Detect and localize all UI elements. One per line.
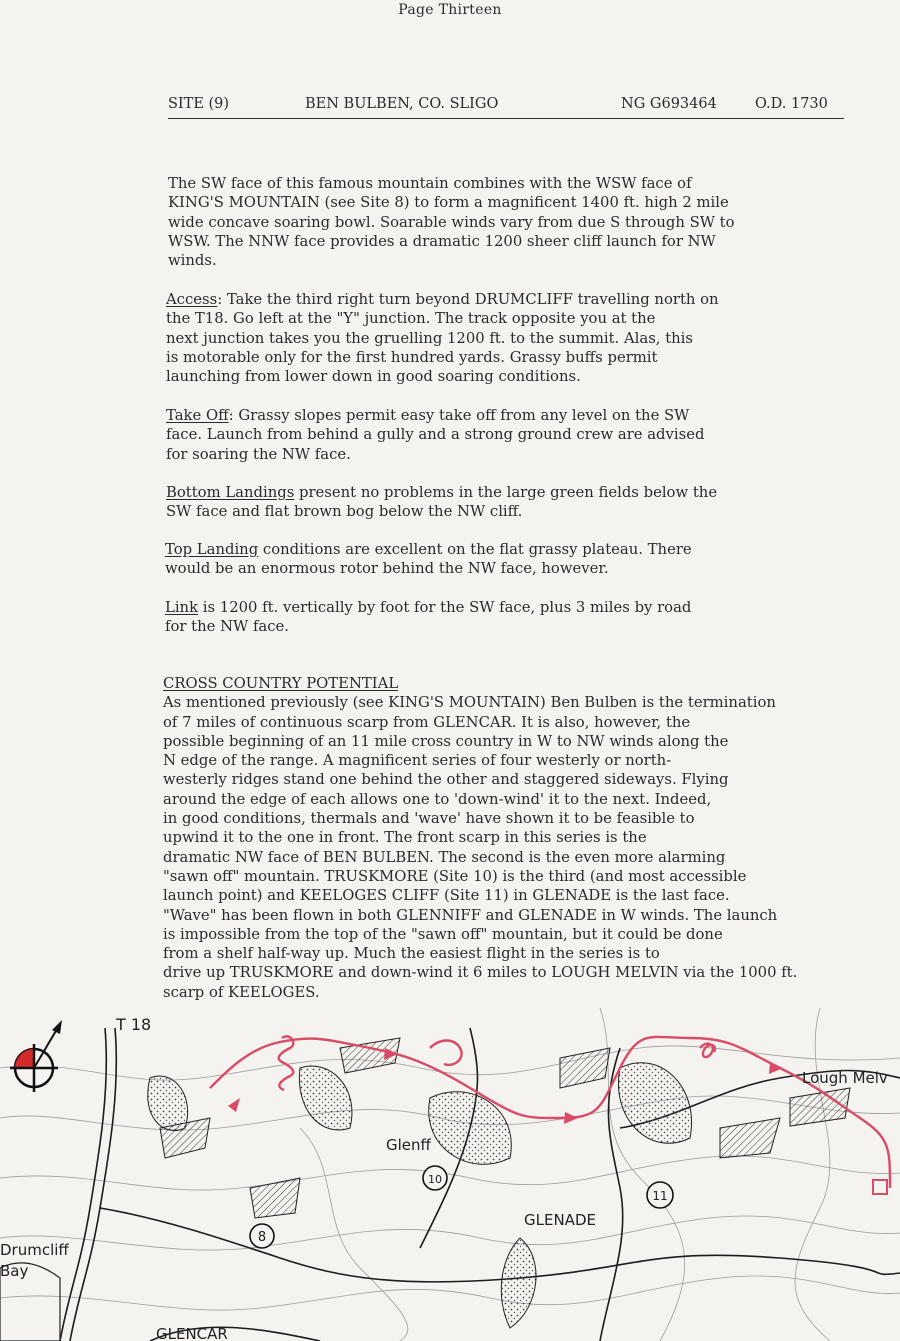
grid-reference: NG G693464 — [621, 96, 717, 112]
intro-line: wide concave soaring bowl. Soarable winds vary from due S through SW to — [168, 213, 735, 231]
cross-country-line: "Wave" has been flown in both GLENNIFF and GLENADE in W winds. The launch — [163, 906, 778, 924]
site-header — [168, 96, 844, 119]
site-name: BEN BULBEN, CO. SLIGO — [305, 96, 499, 112]
site-8-marker — [250, 1224, 274, 1248]
access-line: the T18. Go left at the "Y" junction. The track opposite you at the — [166, 310, 656, 328]
svg-text:10: 10 — [428, 1173, 442, 1186]
bottom-landings-heading: Bottom Landings — [166, 484, 295, 501]
cross-country-line: As mentioned previously (see KING'S MOUNTAIN) Ben Bulben is the termination — [163, 694, 776, 712]
cross-country-section — [163, 674, 797, 1002]
cross-country-line: is impossible from the top of the "sawn off" mountain, but it could be done — [163, 925, 723, 943]
label-lough-melvin: Lough Melv — [802, 1069, 888, 1087]
road-label-t18: T 18 — [116, 1015, 152, 1034]
svg-text:11: 11 — [652, 1189, 668, 1203]
cross-country-line: westerly ridges stand one behind the other and staggered sideways. Flying — [163, 771, 729, 789]
top-landing-line: would be an enormous rotor behind the NW face, however. — [165, 560, 609, 578]
label-bay: Bay — [0, 1262, 29, 1280]
take-off-paragraph — [166, 406, 704, 464]
intro-line: winds. — [168, 252, 217, 270]
access-line: is motorable only for the first hundred yards. Grassy buffs permit — [166, 348, 658, 366]
take-off-heading: Take Off — [166, 407, 229, 424]
intro-line: The SW face of this famous mountain combines with the WSW face of — [168, 175, 692, 192]
site-11-marker — [647, 1182, 673, 1208]
cliff-markings — [0, 1038, 850, 1341]
cross-country-line: drive up TRUSKMORE and down-wind it 6 miles to LOUGH MELVIN via the 1000 ft. — [163, 964, 798, 982]
compass-icon — [10, 1020, 62, 1092]
intro-line: KING'S MOUNTAIN (see Site 8) to form a magnificent 1400 ft. high 2 mile — [168, 194, 729, 212]
bleed-through-text — [120, 150, 129, 168]
cross-country-line: upwind it to the one in front. The front scarp in this series is the — [163, 829, 647, 847]
top-landing-paragraph — [165, 540, 692, 579]
cross-country-line: of 7 miles of continuous scarp from GLENCAR. It is also, however, the — [163, 713, 691, 731]
cross-country-line: "sawn off" mountain. TRUSKMORE (Site 10) is the third (and most accessible — [163, 867, 747, 885]
label-drumcliff: Drumcliff — [0, 1241, 69, 1259]
access-paragraph — [166, 290, 719, 386]
site-10-marker — [423, 1166, 447, 1190]
access-line: : Take the third right turn beyond DRUMCLIFF travelling north on — [217, 291, 719, 308]
bottom-landings-paragraph — [166, 483, 717, 522]
contour-lines — [0, 1008, 900, 1341]
take-off-line: : Grassy slopes permit easy take off from any level on the SW — [228, 407, 690, 424]
link-line: is 1200 ft. vertically by foot for the SW face, plus 3 miles by road — [198, 599, 692, 616]
svg-text:8: 8 — [257, 1230, 267, 1245]
link-heading: Link — [165, 599, 199, 616]
cross-country-line: launch point) and KEELOGES CLIFF (Site 11) in GLENADE is the last face. — [163, 887, 730, 905]
intro-line: WSW. The NNW face provides a dramatic 1200 sheer cliff launch for NW — [168, 232, 716, 250]
cross-country-line: scarp of KEELOGES. — [163, 983, 320, 1001]
cross-country-line: possible beginning of an 11 mile cross country in W to NW winds along the — [163, 732, 729, 750]
label-glenniff: Glenff — [386, 1136, 431, 1154]
bottom-landings-line: SW face and flat brown bog below the NW cliff. — [166, 503, 523, 521]
route-sketch-map — [0, 1008, 900, 1341]
cross-country-heading: CROSS COUNTRY POTENTIAL — [163, 675, 399, 692]
intro-paragraph — [168, 174, 735, 270]
cross-country-line: in good conditions, thermals and 'wave' have shown it to be feasible to — [163, 810, 695, 828]
access-line: next junction takes you the gruelling 1200 ft. to the summit. Alas, this — [166, 329, 693, 347]
label-glenade: GLENADE — [524, 1211, 596, 1229]
cross-country-line: from a shelf half-way up. Much the easiest flight in the series is to — [163, 945, 660, 963]
top-landing-line: conditions are excellent on the flat grassy plateau. There — [258, 541, 692, 558]
ordnance-datum: O.D. 1730 — [755, 96, 828, 112]
link-line: for the NW face. — [165, 618, 290, 636]
page-number: Page Thirteen — [398, 2, 502, 18]
take-off-line: face. Launch from behind a gully and a strong ground crew are advised — [166, 426, 705, 444]
site-number: SITE (9) — [168, 96, 230, 112]
access-line: launching from lower down in good soaring conditions. — [166, 368, 581, 386]
take-off-line: for soaring the NW face. — [166, 445, 351, 463]
top-landing-heading: Top Landing — [165, 541, 259, 558]
link-paragraph — [165, 598, 691, 637]
access-heading: Access — [166, 291, 218, 308]
label-glencar: GLENCAR — [156, 1325, 228, 1341]
bottom-landings-line: present no problems in the large green fields below the — [294, 484, 718, 501]
cross-country-line: N edge of the range. A magnificent series of four westerly or north- — [163, 752, 672, 770]
cross-country-line: dramatic NW face of BEN BULBEN. The second is the even more alarming — [163, 848, 726, 866]
cross-country-line: around the edge of each allows one to 'down-wind' it to the next. Indeed, — [163, 790, 712, 808]
